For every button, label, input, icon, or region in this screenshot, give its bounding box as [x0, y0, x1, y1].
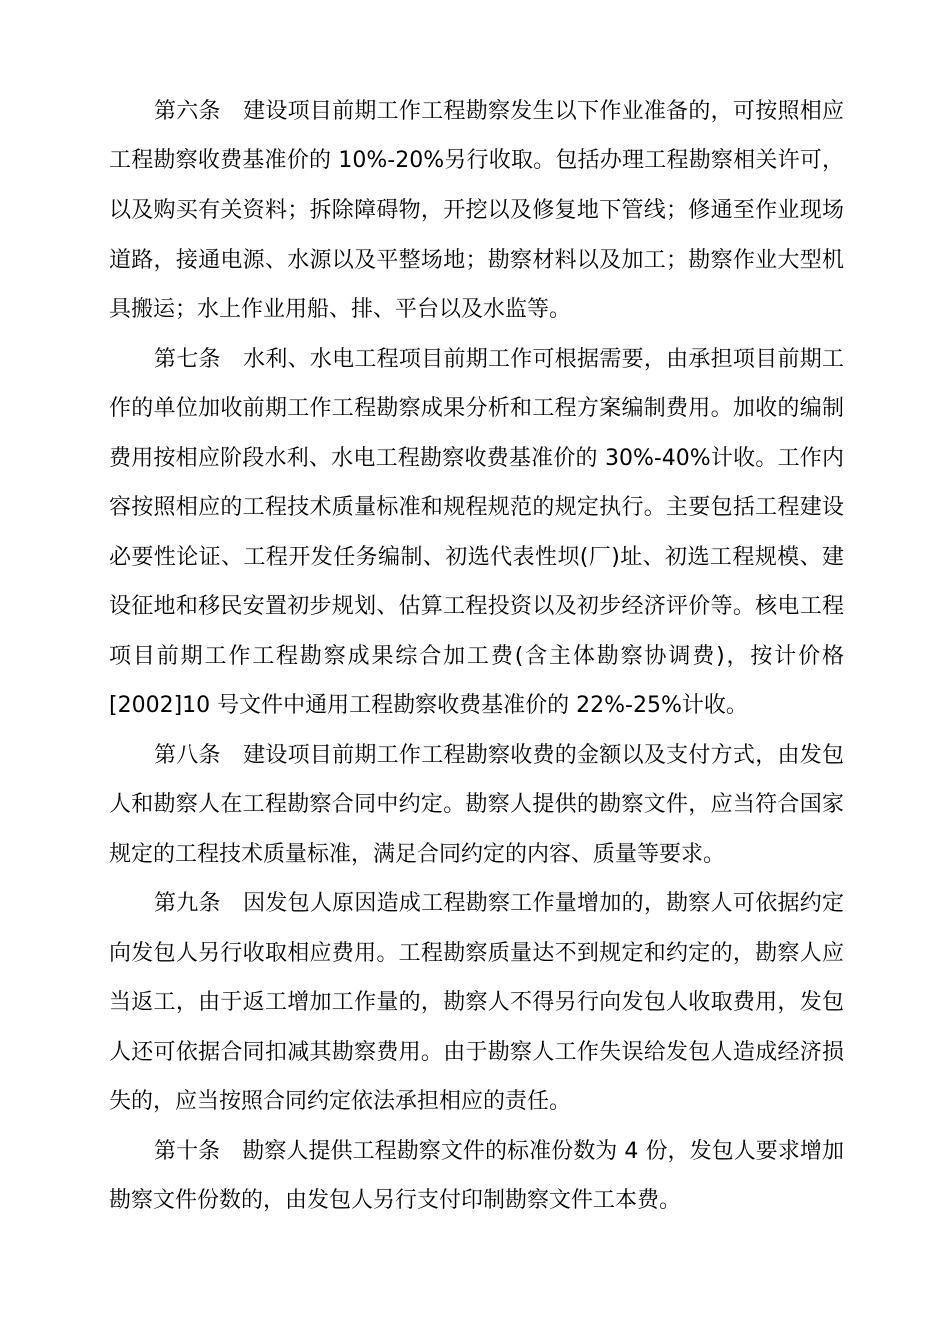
article-7-line-4: 容按照相应的工程技术质量标准和规程规范的规定执行。主要包括工程建设 — [109, 495, 844, 520]
article-9-line-1: 第九条 因发包人原因造成工程勘察工作量增加的，勘察人可依据约定 — [154, 891, 844, 916]
article-6-line-1: 第六条 建设项目前期工作工程勘察发生以下作业准备的，可按照相应 — [154, 99, 844, 124]
article-6-line-2: 工程勘察收费基准价的 10%-20%另行收取。包括办理工程勘察相关许可， — [109, 148, 844, 173]
article-6-line-5: 具搬运；水上作业用船、排、平台以及水监等。 — [109, 297, 572, 322]
article-10-line-1: 第十条 勘察人提供工程勘察文件的标准份数为 4 份，发包人要求增加 — [154, 1139, 844, 1164]
article-9-line-2: 向发包人另行收取相应费用。工程勘察质量达不到规定和约定的，勘察人应 — [109, 941, 844, 966]
article-6-line-3: 以及购买有关资料；拆除障碍物，开挖以及修复地下管线；修通至作业现场 — [109, 198, 844, 223]
article-7-line-5: 必要性论证、工程开发任务编制、初选代表性坝(厂)址、初选工程规模、建 — [109, 545, 844, 570]
article-7-line-1: 第七条 水利、水电工程项目前期工作可根据需要，由承担项目前期工 — [154, 347, 844, 372]
article-8-line-3: 规定的工程技术质量标准，满足合同约定的内容、质量等要求。 — [109, 842, 726, 867]
article-6-line-4: 道路，接通电源、水源以及平整场地；勘察材料以及加工；勘察作业大型机 — [109, 248, 844, 273]
article-9-line-4: 人还可依据合同扣减其勘察费用。由于勘察人工作失误给发包人造成经济损 — [109, 1040, 844, 1065]
article-9-line-5: 失的，应当按照合同约定依法承担相应的责任。 — [109, 1089, 572, 1114]
article-7-line-6: 设征地和移民安置初步规划、估算工程投资以及初步经济评价等。核电工程 — [109, 594, 844, 619]
article-7-line-7: 项目前期工作工程勘察成果综合加工费(含主体勘察协调费)，按计价格 — [109, 644, 844, 669]
article-8-line-2: 人和勘察人在工程勘察合同中约定。勘察人提供的勘察文件，应当符合国家 — [109, 792, 844, 817]
article-7-line-2: 作的单位加收前期工作工程勘察成果分析和工程方案编制费用。加收的编制 — [109, 396, 844, 421]
article-10-line-2: 勘察文件份数的，由发包人另行支付印制勘察文件工本费。 — [109, 1188, 682, 1213]
article-9-line-3: 当返工，由于返工增加工作量的，勘察人不得另行向发包人收取费用，发包 — [109, 990, 844, 1015]
article-7-line-8: [2002]10 号文件中通用工程勘察收费基准价的 22%-25%计收。 — [109, 693, 748, 718]
article-7-line-3: 费用按相应阶段水利、水电工程勘察收费基准价的 30%-40%计收。工作内 — [109, 446, 844, 471]
article-8-line-1: 第八条 建设项目前期工作工程勘察收费的金额以及支付方式，由发包 — [154, 743, 844, 768]
